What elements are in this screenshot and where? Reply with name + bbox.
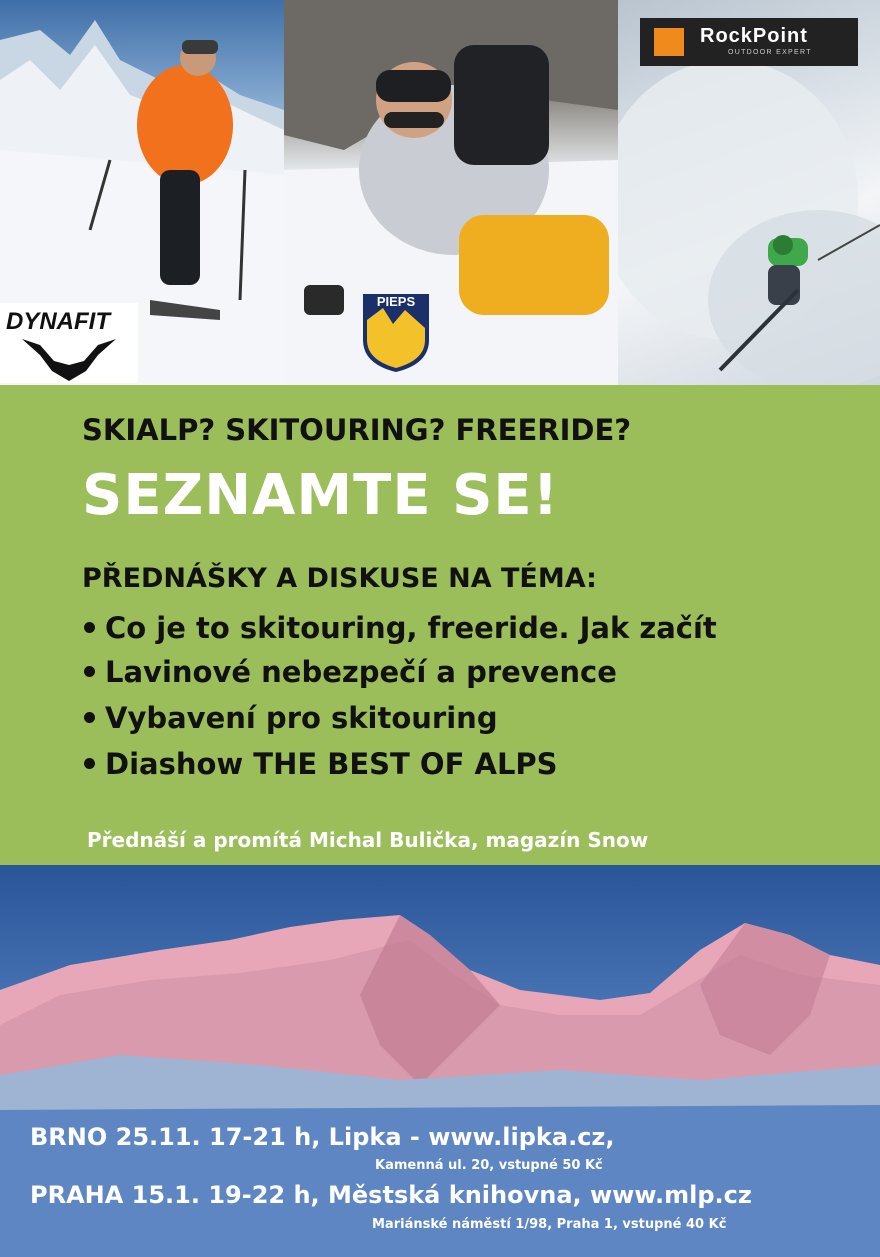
lecture-item: Lavinové nebezpečí a prevence [84, 655, 617, 689]
pieps-logo [359, 290, 433, 374]
event-brno: BRNO 25.11. 17-21 h, Lipka - www.lipka.cz, [30, 1123, 615, 1151]
svg-text:PIEPS: PIEPS [376, 294, 416, 309]
event-praha-detail: Mariánské náměstí 1/98, Praha 1, vstupné 40 Kč [372, 1217, 727, 1232]
rockpoint-logo [640, 18, 858, 66]
headline-title: SEZNAMTE SE! [82, 463, 560, 528]
lecture-item: Vybavení pro skitouring [84, 701, 498, 735]
content-band [0, 385, 880, 865]
rockpoint-name: RockPoint [700, 25, 808, 47]
event-praha: PRAHA 15.1. 19-22 h, Městská knihovna, www.mlp.cz [30, 1181, 752, 1209]
photo-pieps-searcher [284, 0, 618, 385]
event-brno-detail: Kamenná ul. 20, vstupné 50 Kč [375, 1158, 603, 1173]
bullet-icon [84, 622, 95, 633]
lecture-item: Co je to skitouring, freeride. Jak začít [84, 611, 717, 645]
bullet-icon [84, 712, 95, 723]
dynafit-logo [0, 303, 138, 383]
bullet-icon [84, 666, 95, 677]
bullet-icon [84, 758, 95, 769]
headline-question: SKIALP? SKITOURING? FREERIDE? [82, 413, 632, 447]
lecture-item: Diashow THE BEST OF ALPS [84, 747, 558, 781]
rockpoint-mark-icon [654, 28, 684, 56]
lectures-heading: PŘEDNÁŠKY A DISKUSE NA TÉMA: [82, 563, 597, 594]
svg-text:DYNAFIT: DYNAFIT [6, 308, 110, 335]
speaker-credit: Přednáší a promítá Michal Bulička, magazín Snow [87, 828, 649, 852]
rockpoint-tagline: OUTDOOR EXPERT [728, 49, 812, 56]
photo-alpenglow-mountains [0, 865, 880, 1257]
